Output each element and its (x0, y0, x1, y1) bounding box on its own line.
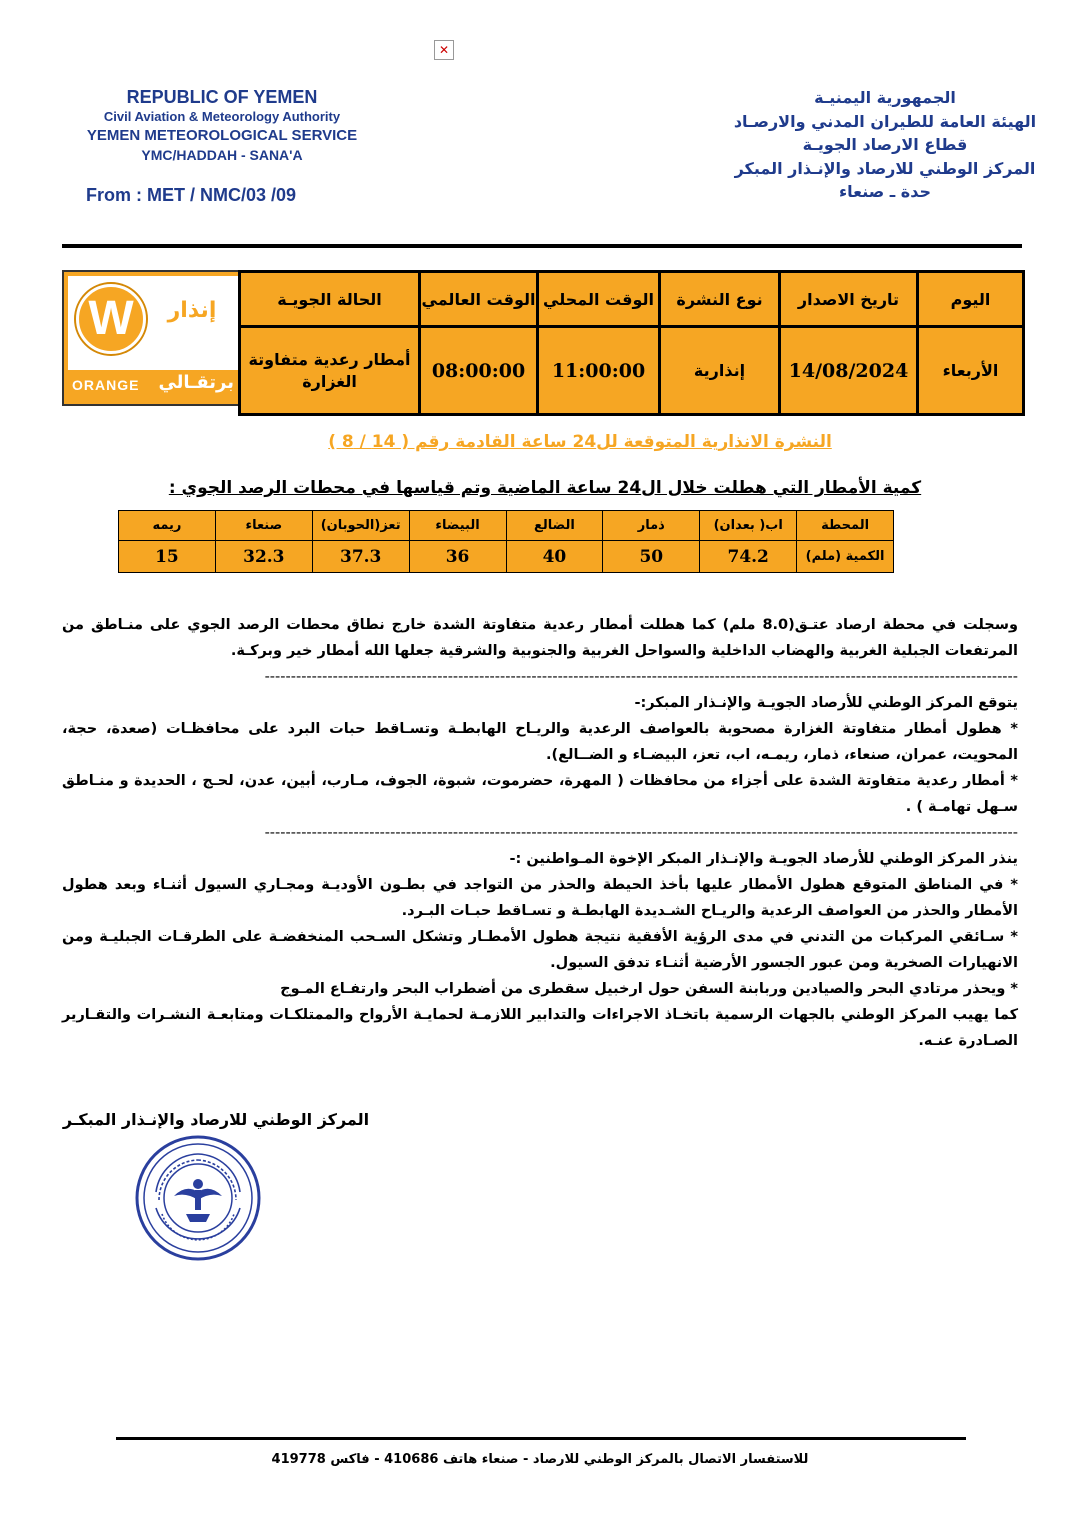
intro-paragraph: وسجلت في محطة ارصاد عتـق(8.0 ملم) كما هطلت أمطار رعدية متفاوتة الشدة خارج نطاق محطات الرصد الجوي على منـاطق من المرتفعات الجبلية الغربية والهضاب الداخلية والسواحل الغربية والجنوبية والشرقية جعلها الله أمطار خير وبركـة. (62, 617, 1018, 659)
value-utc-time: 08:00:00 (420, 327, 538, 415)
bulletin-info-header-row (240, 272, 1024, 327)
separator-line: ------------------------------------------------------------------------------------------------------------------------------------------------ (264, 669, 1018, 685)
rainfall-amount-row (119, 541, 894, 573)
value-local-time: 11:00:00 (538, 327, 660, 415)
warning-item: * سـائقي المركبات من التدني في مدى الرؤية الأفقية نتيجة هطول الأمطـار وتشكل السـحب المنخفضـة على الطرقـات الجبليـة ومن الانهيارات الصخرية ومن عبور الجسور الأرضية أثنـاء تدفق السيول. (62, 929, 1018, 971)
alert-level-badge (62, 270, 244, 406)
station-name: الضالع (506, 511, 603, 541)
station-amount: 32.3 (215, 541, 312, 573)
separator-line: ------------------------------------------------------------------------------------------------------------------------------------------------ (264, 825, 1018, 841)
station-name: ذمار (603, 511, 700, 541)
station-name: اب( بعدان) (700, 511, 797, 541)
rainfall-table (118, 510, 894, 573)
broken-image-icon: ✕ (434, 40, 454, 60)
warning-heading: ينذر المركز الوطني للأرصاد الجويـة والإنـذار المبكر الإخوة المـواطنين :- (509, 851, 1018, 867)
col-header-weather-condition: الحالة الجويـة (240, 272, 420, 327)
station-amount: 15 (119, 541, 216, 573)
header-english (62, 86, 382, 165)
alert-level-ar: برتقـالي (158, 372, 234, 393)
header-arabic (700, 86, 1070, 204)
header-ar-line-1: الجمهورية اليمنيـة (814, 88, 956, 107)
forecast-item: * أمطار رعدية متفاوتة الشدة على أجزاء من محافظات ( المهرة، حضرموت، شبوة، الجوف، مـارب، أبين، عدن، لحـج ، الحديدة و منـاطق سـهل تهامـة ) . (62, 773, 1018, 815)
bulletin-info-value-row (240, 327, 1024, 415)
header-ar-line-3: قطاع الارصاد الجويـة (802, 135, 968, 154)
header-ar-line-5: حدة ـ صنعاء (838, 182, 932, 201)
closing-paragraph: كما يهيب المركز الوطني بالجهات الرسمية باتخـاذ الاجراءات والتدابير اللازمـة لحمايـة الأرواح والممتلكـات ومتابعـة النشـرات والتقـارير الصـادرة عنـه. (62, 1007, 1018, 1049)
forecast-item: * هطول أمطار متفاوتة الغزارة مصحوبة بالعواصف الرعدية والريـاح الهابطـة وتسـاقط حبات البرد على محافظـات (صعدة، حجة، المحويت، عمران، صنعاء، ذمار، ريمـه، اب، تعز، البيضـاء و الضــالع). (62, 721, 1018, 763)
warning-w-icon: W (76, 284, 146, 354)
col-header-issue-date: تاريخ الاصدار (780, 272, 918, 327)
header-en-line-3: YEMEN METEOROLOGICAL SERVICE (86, 127, 358, 144)
col-header-utc-time: الوقت العالمي (420, 272, 538, 327)
station-label: المحطة (797, 511, 894, 541)
station-name: تعز(الحوبان) (312, 511, 409, 541)
alert-word: إنذار (167, 298, 217, 323)
value-bulletin-type: إنذارية (660, 327, 780, 415)
signature-title: المركز الوطني للارصاد والإنـذار المبكـر (62, 1110, 370, 1129)
alert-level-en: ORANGE (72, 377, 140, 393)
header-en-line-1: REPUBLIC OF YEMEN (126, 87, 318, 107)
station-name: صنعاء (215, 511, 312, 541)
alert-level-strip (68, 370, 238, 400)
station-amount: 37.3 (312, 541, 409, 573)
col-header-local-time: الوقت المحلي (538, 272, 660, 327)
warning-item: * ويحذر مرتادي البحر والصيادين وربابنة السفن حول ارخبيل سقطرى من أضطراب البحر وارتفـاع المـوج (280, 981, 1018, 997)
bulletin-body (62, 612, 1018, 1054)
footer-divider (116, 1437, 966, 1440)
station-amount: 36 (409, 541, 506, 573)
header-en-line-4: YMC/HADDAH - SANA'A (141, 147, 303, 163)
alert-badge-top (68, 276, 238, 370)
station-amount: 74.2 (700, 541, 797, 573)
header-ar-line-4: المركز الوطني للارصاد والإنـذار المبكر (734, 158, 1036, 178)
header-en-line-2: Civil Aviation & Meteorology Authority (103, 109, 341, 124)
col-header-day: اليوم (918, 272, 1024, 327)
header-divider (62, 244, 1022, 248)
value-issue-date: 14/08/2024 (780, 327, 918, 415)
station-name: البيضاء (409, 511, 506, 541)
header-ar-line-2: الهيئة العامة للطيران المدني والارصـاد (733, 111, 1037, 131)
from-reference: From : MET / NMC/03 /09 (86, 185, 297, 205)
bulletin-title: النشرة الانذارية المتوقعة لل24 ساعة القادمة رقم ( 14 / 8 ) (328, 432, 832, 452)
warning-item: * في المناطق المتوقع هطول الأمطار عليها بأخذ الحيطة والحذر من التواجد في بطـون الأوديـة ومجـاري السيول أثنـاء وبعد هطول الأمطار والحذر من العواصف الرعدية والريـاح الشـديدة الهابطـة و تسـاقط حبـات البـرد. (62, 877, 1018, 919)
footer-contact: للاستفسار الاتصال بالمركز الوطني للارصاد - صنعاء هاتف 410686 - فاكس 419778 (271, 1452, 809, 1467)
station-name: ريمه (119, 511, 216, 541)
station-amount: 50 (603, 541, 700, 573)
amount-label: الكمية (ملم) (797, 541, 894, 573)
forecast-heading: يتوقع المركز الوطني للأرصاد الجويـة والإنـذار المبكر:- (634, 695, 1018, 711)
value-day: الأربعاء (918, 327, 1024, 415)
official-stamp-icon (134, 1134, 262, 1262)
value-weather-condition: أمطار رعدية متفاوتة الغزارة (240, 327, 420, 415)
bulletin-info-table (238, 270, 1025, 416)
rainfall-station-row (119, 511, 894, 541)
station-amount: 40 (506, 541, 603, 573)
rainfall-title: كمية الأمطار التي هطلت خلال ال24 ساعة الماضية وتم قياسها في محطات الرصد الجوي : (168, 478, 922, 498)
col-header-bulletin-type: نوع النشرة (660, 272, 780, 327)
